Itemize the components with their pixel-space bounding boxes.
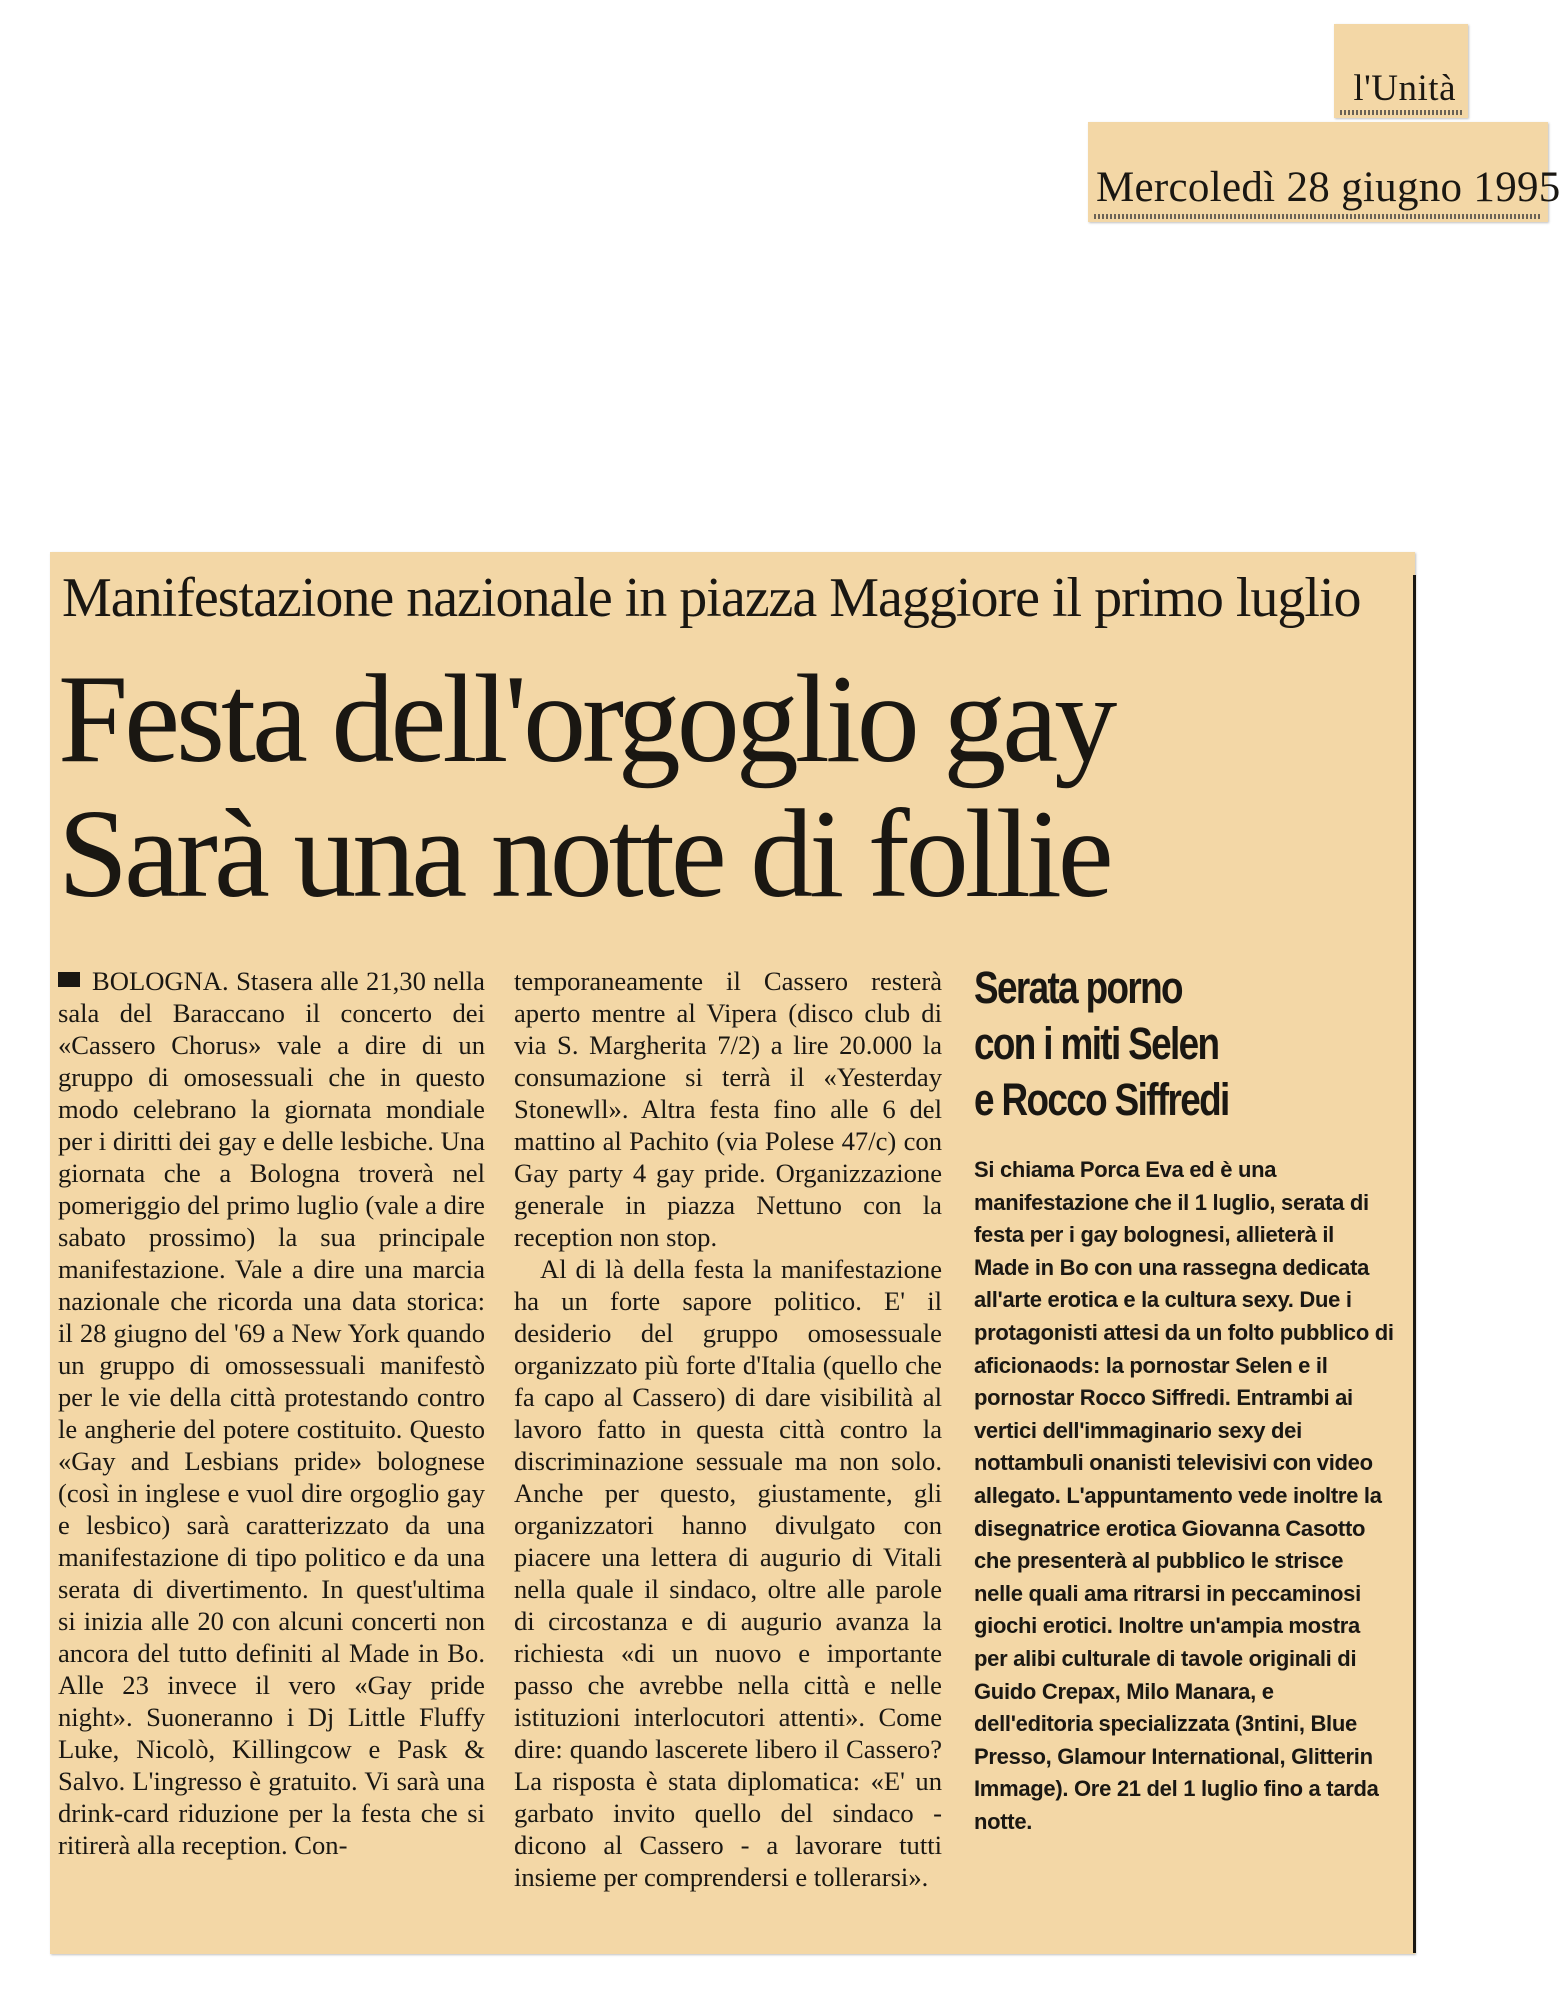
column-2-paragraph-1: temporaneamente il Cassero resterà aperto mentre al Vipera (disco club di via S. Margherita 7/2) a lire 20.000 la consumazione si terrà il «Yesterday Stonewll». Altra festa fino alle 6 del mattino al Pachito (via Polese 47/c) con Gay party 4 gay pride. Organizzazione generale in piazza Nettuno con la reception non stop. [514, 966, 942, 1252]
column-1-text: Stasera alle 21,30 nella sala del Baraccano il concerto dei «Cassero Chorus» vale a dire di un gruppo di omosessuali che in questo modo celebrano la giornata mondiale per i diritti dei gay e delle lesbiche. Una giornata che a Bologna troverà nel pomeriggio del primo luglio (vale a dire sabato prossimo) la sua principale manifestazione. Vale a dire una marcia nazionale che ricorda una data storica: il 28 giugno del '69 a New York quando un gruppo di omossessuali manifestò per le vie della città protestando contro le angherie del potere costituito. Questo «Gay and Lesbians pride» bolognese (così in inglese e vuol dire orgoglio gay e lesbico) sarà caratterizzato da una manifestazione di tipo politico e da una serata di divertimento. In quest'ultima si inizia alle 20 con alcuni concerti non ancora del tutto definiti al Made in Bo. Alle 23 invece il vero «Gay pride night». Suoneranno i Dj Little Fluffy Luke, Nicolò, Killingcow e Pask & Salvo. L'ingresso è gratuito. Vi sarà una drink-card riduzione per la festa che si ritirerà alla reception. Con- [58, 966, 485, 1860]
column-2-paragraph-2: Al di là della festa la manifestazione ha un forte sapore politico. E' il desiderio del gruppo omosessuale organizzato più forte d'Italia (quello che fa capo al Cassero) di dare visibilità al lavoro fatto in questa città contro la discriminazione sessuale ma non solo. Anche per questo, giustamente, gli organizzatori hanno divulgato con piacere una lettera di augurio di Vitali nella quale il sindaco, oltre alle parole di circostanza e di augurio avanza la richiesta «di un nuovo e importante passo che avrebbe nella città e nelle istituzioni interlocutori attenti». Come dire: quando lascerete libero il Cassero? La risposta è stata diplomatica: «E' un garbato invito quello del sindaco - dicono al Cassero - a lavorare tutti insieme per comprendersi e tollerarsi». [514, 1254, 942, 1892]
dateline-square-icon [58, 972, 80, 987]
headline-line-1: Festa dell'orgoglio gay [58, 650, 1114, 789]
article-kicker: Manifestazione nazionale in piazza Maggiore il primo luglio [62, 567, 1361, 629]
publication-date: Mercoledì 28 giugno 1995 [1096, 164, 1561, 211]
date-clipping [1088, 122, 1561, 222]
sidebar-title [974, 960, 1384, 1128]
sidebar-title-line-2: con i miti Selen [974, 1018, 1219, 1069]
article-headline [58, 652, 1113, 922]
article-column-2 [514, 965, 942, 1893]
sidebar-box [974, 960, 1394, 1838]
article-clipping [50, 552, 1415, 1954]
article-column-1 [58, 965, 485, 1861]
column-rule [1413, 575, 1416, 1953]
sidebar-title-line-1: Serata porno [974, 962, 1182, 1013]
date-rule [1094, 214, 1542, 219]
dateline: BOLOGNA. [92, 966, 229, 996]
sidebar-body: Si chiama Porca Eva ed è una manifestazione che il 1 luglio, serata di festa per i gay bolognesi, allieterà il Made in Bo con una rassegna dedicata all'arte erotica e la cultura sexy. Due i protagonisti attesi da un folto pubblico di aficionaods: la pornostar Selen e il pornostar Rocco Siffredi. Entrambi ai vertici dell'immaginario sexy dei nottambuli onanisti televisivi con video allegato. L'appuntamento vede inoltre la disegnatrice erotica Giovanna Casotto che presenterà al pubblico le strisce nelle quali ama ritrarsi in peccaminosi giochi erotici. Inoltre un'ampia mostra per alibi culturale di tavole originali di Guido Crepax, Milo Manara, e dell'editoria specializzata (3ntini, Blue Presso, Glamour International, Glitterin Immage). Ore 21 del 1 luglio fino a tarda notte. [974, 1157, 1394, 1834]
masthead-rule [1340, 110, 1462, 115]
headline-line-2: Sarà una notte di follie [58, 785, 1110, 924]
masthead-clipping [1334, 24, 1468, 118]
newspaper-name: l'Unità [1353, 68, 1456, 109]
sidebar-title-line-3: e Rocco Siffredi [974, 1074, 1229, 1125]
